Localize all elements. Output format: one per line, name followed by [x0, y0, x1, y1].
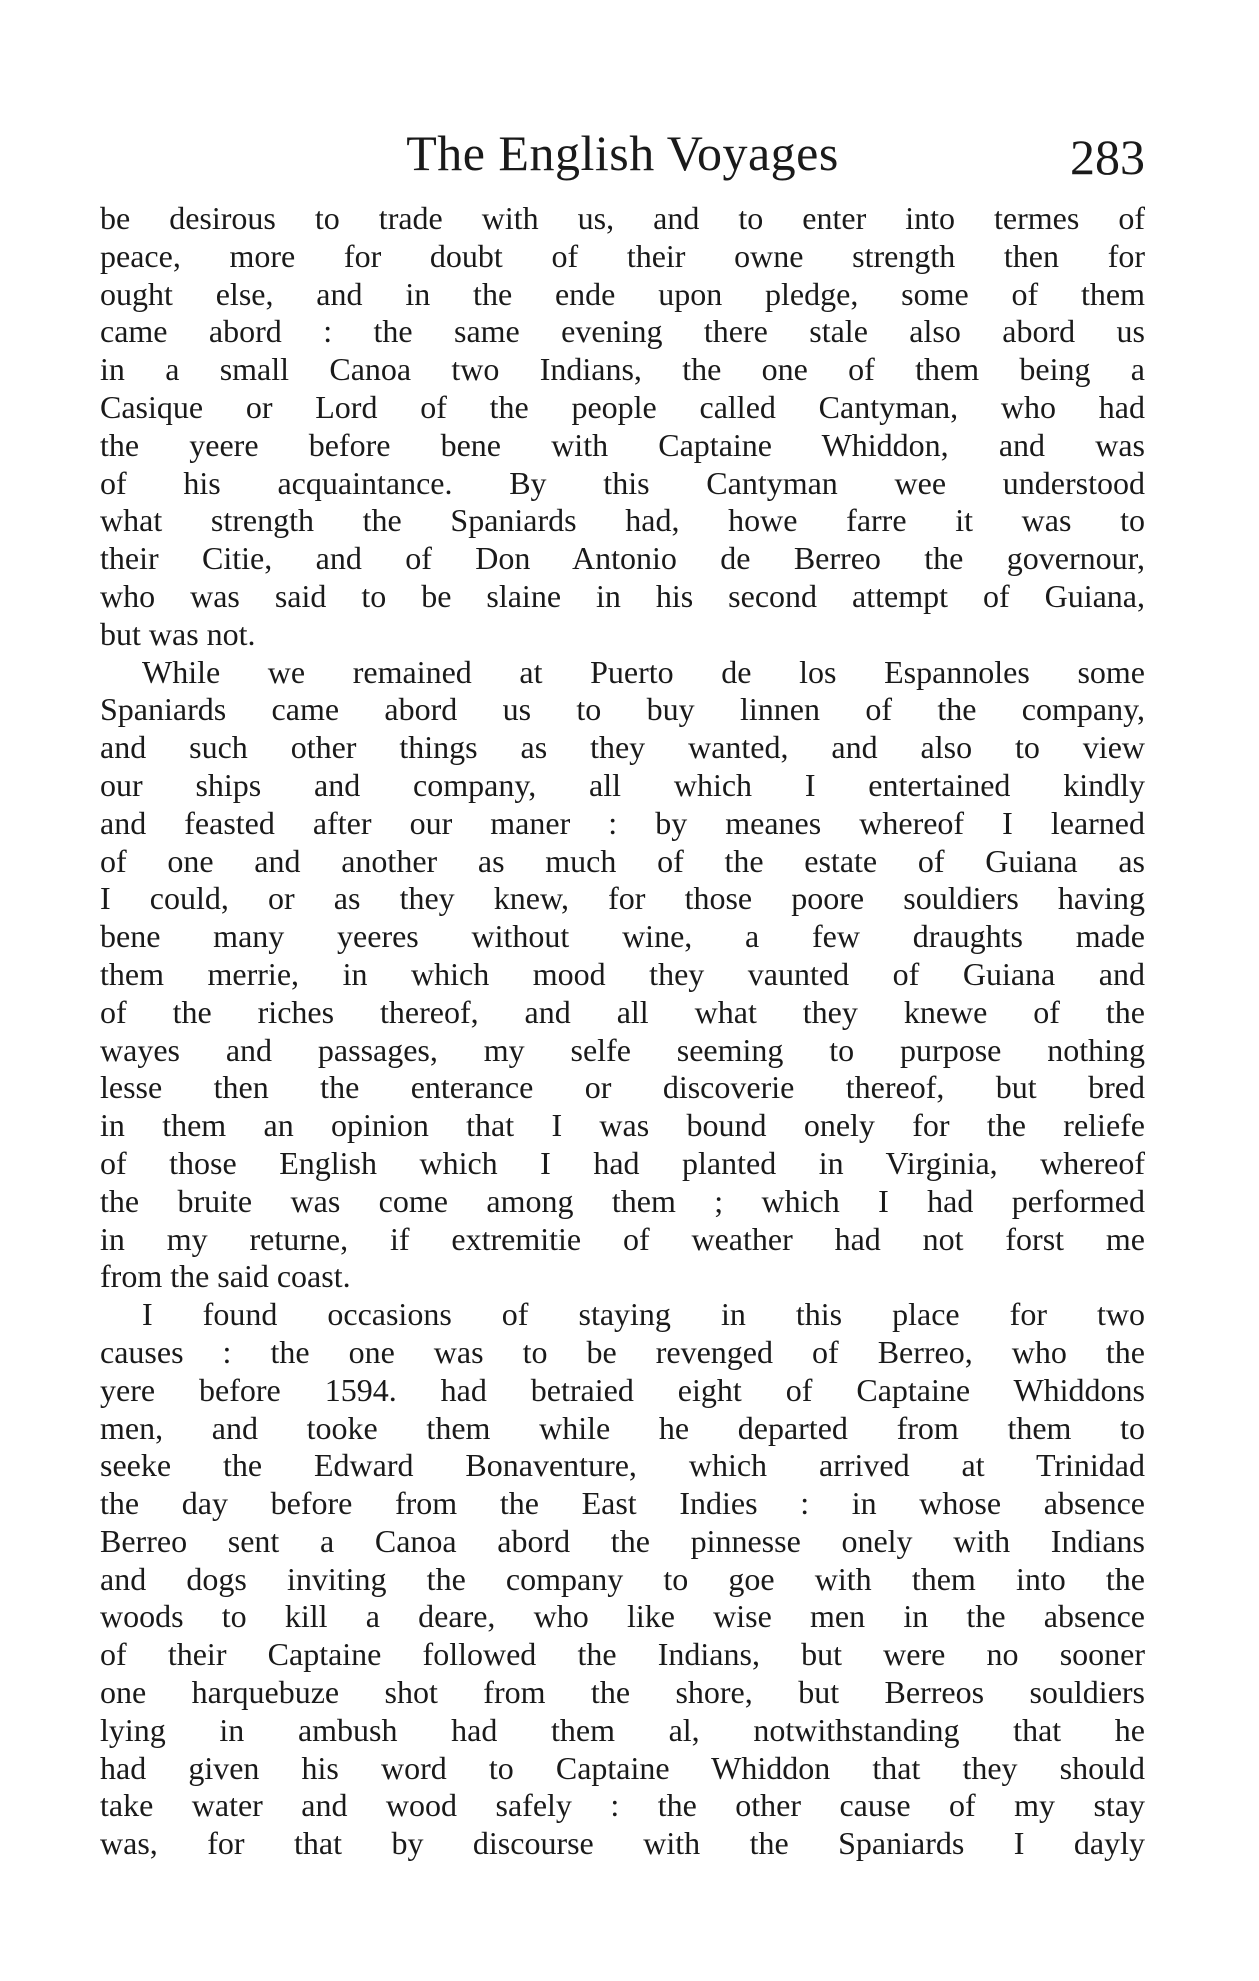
text-line: of their Captaine followed the Indians, but were no sooner: [100, 1636, 1145, 1673]
running-head: [100, 122, 1145, 184]
text-line: Spaniards came abord us to buy linnen of the company,: [100, 691, 1145, 728]
text-line: lying in ambush had them al, notwithstanding that he: [100, 1711, 1145, 1748]
text-line: I could, or as they knew, for those poore souldiers having: [100, 880, 1145, 917]
text-line: men, and tooke them while he departed from them to: [100, 1409, 1145, 1446]
text-line: in them an opinion that I was bound onely for the reliefe: [100, 1107, 1145, 1144]
text-line: causes : the one was to be revenged of Berreo, who the: [100, 1333, 1145, 1370]
text-line: who was said to be slaine in his second attempt of Guiana,: [100, 577, 1145, 614]
text-line: While we remained at Puerto de los Espannoles some: [142, 653, 1145, 690]
page-title: The English Voyages: [406, 125, 839, 181]
text-line: and such other things as they wanted, and also to view: [100, 729, 1145, 766]
text-line: lesse then the enterance or discoverie thereof, but bred: [100, 1069, 1145, 1106]
text-line: them merrie, in which mood they vaunted of Guiana and: [100, 955, 1145, 992]
text-line: one harquebuze shot from the shore, but Berreos souldiers: [100, 1674, 1145, 1711]
text-line: but was not.: [100, 615, 256, 652]
text-line: the day before from the East Indies : in whose absence: [100, 1485, 1145, 1522]
text-line: and feasted after our maner : by meanes whereof I learned: [100, 804, 1145, 841]
text-line: Berreo sent a Canoa abord the pinnesse onely with Indians: [100, 1522, 1145, 1559]
text-line: be desirous to trade with us, and to enter into termes of: [100, 200, 1145, 236]
text-line: peace, more for doubt of their owne strength then for: [100, 237, 1145, 274]
page-number: 283: [1070, 129, 1145, 185]
text-line: what strength the Spaniards had, howe farre it was to: [100, 502, 1145, 539]
text-line: was, for that by discourse with the Spaniards I dayly: [100, 1825, 1145, 1862]
text-line: bene many yeeres without wine, a few draughts made: [100, 918, 1145, 955]
text-line: and dogs inviting the company to goe with them into the: [100, 1560, 1145, 1597]
text-line: I found occasions of staying in this place for two: [142, 1296, 1145, 1333]
paragraph-3: [100, 1296, 1145, 1863]
text-line: of one and another as much of the estate of Guiana as: [100, 842, 1145, 879]
text-line: the yeere before bene with Captaine Whiddon, and was: [100, 426, 1145, 463]
body-text: [100, 200, 1145, 1863]
text-line: their Citie, and of Don Antonio de Berreo the governour,: [100, 540, 1145, 577]
paragraph-2: [100, 654, 1145, 1297]
text-line: woods to kill a deare, who like wise men in the absence: [100, 1598, 1145, 1635]
text-line: yere before 1594. had betraied eight of Captaine Whiddons: [100, 1371, 1145, 1408]
text-line: of the riches thereof, and all what they knewe of the: [100, 993, 1145, 1030]
text-line: seeke the Edward Bonaventure, which arrived at Trinidad: [100, 1447, 1145, 1484]
text-line: from the said coast.: [100, 1258, 351, 1295]
text-line: ought else, and in the ende upon pledge, some of them: [100, 275, 1145, 312]
text-line: our ships and company, all which I entertained kindly: [100, 766, 1145, 803]
text-line: of his acquaintance. By this Cantyman wee understood: [100, 464, 1145, 501]
text-line: came abord : the same evening there stale also abord us: [100, 313, 1145, 350]
text-line: had given his word to Captaine Whiddon that they should: [100, 1749, 1145, 1786]
text-line: the bruite was come among them ; which I had performed: [100, 1182, 1145, 1219]
text-line: take water and wood safely : the other cause of my stay: [100, 1787, 1145, 1824]
text-line: in my returne, if extremitie of weather had not forst me: [100, 1220, 1145, 1257]
paragraph-1: [100, 200, 1145, 654]
text-line: Casique or Lord of the people called Cantyman, who had: [100, 388, 1145, 425]
text-line: in a small Canoa two Indians, the one of them being a: [100, 351, 1145, 388]
text-line: of those English which I had planted in Virginia, whereof: [100, 1144, 1145, 1181]
text-line: wayes and passages, my selfe seeming to purpose nothing: [100, 1031, 1145, 1068]
